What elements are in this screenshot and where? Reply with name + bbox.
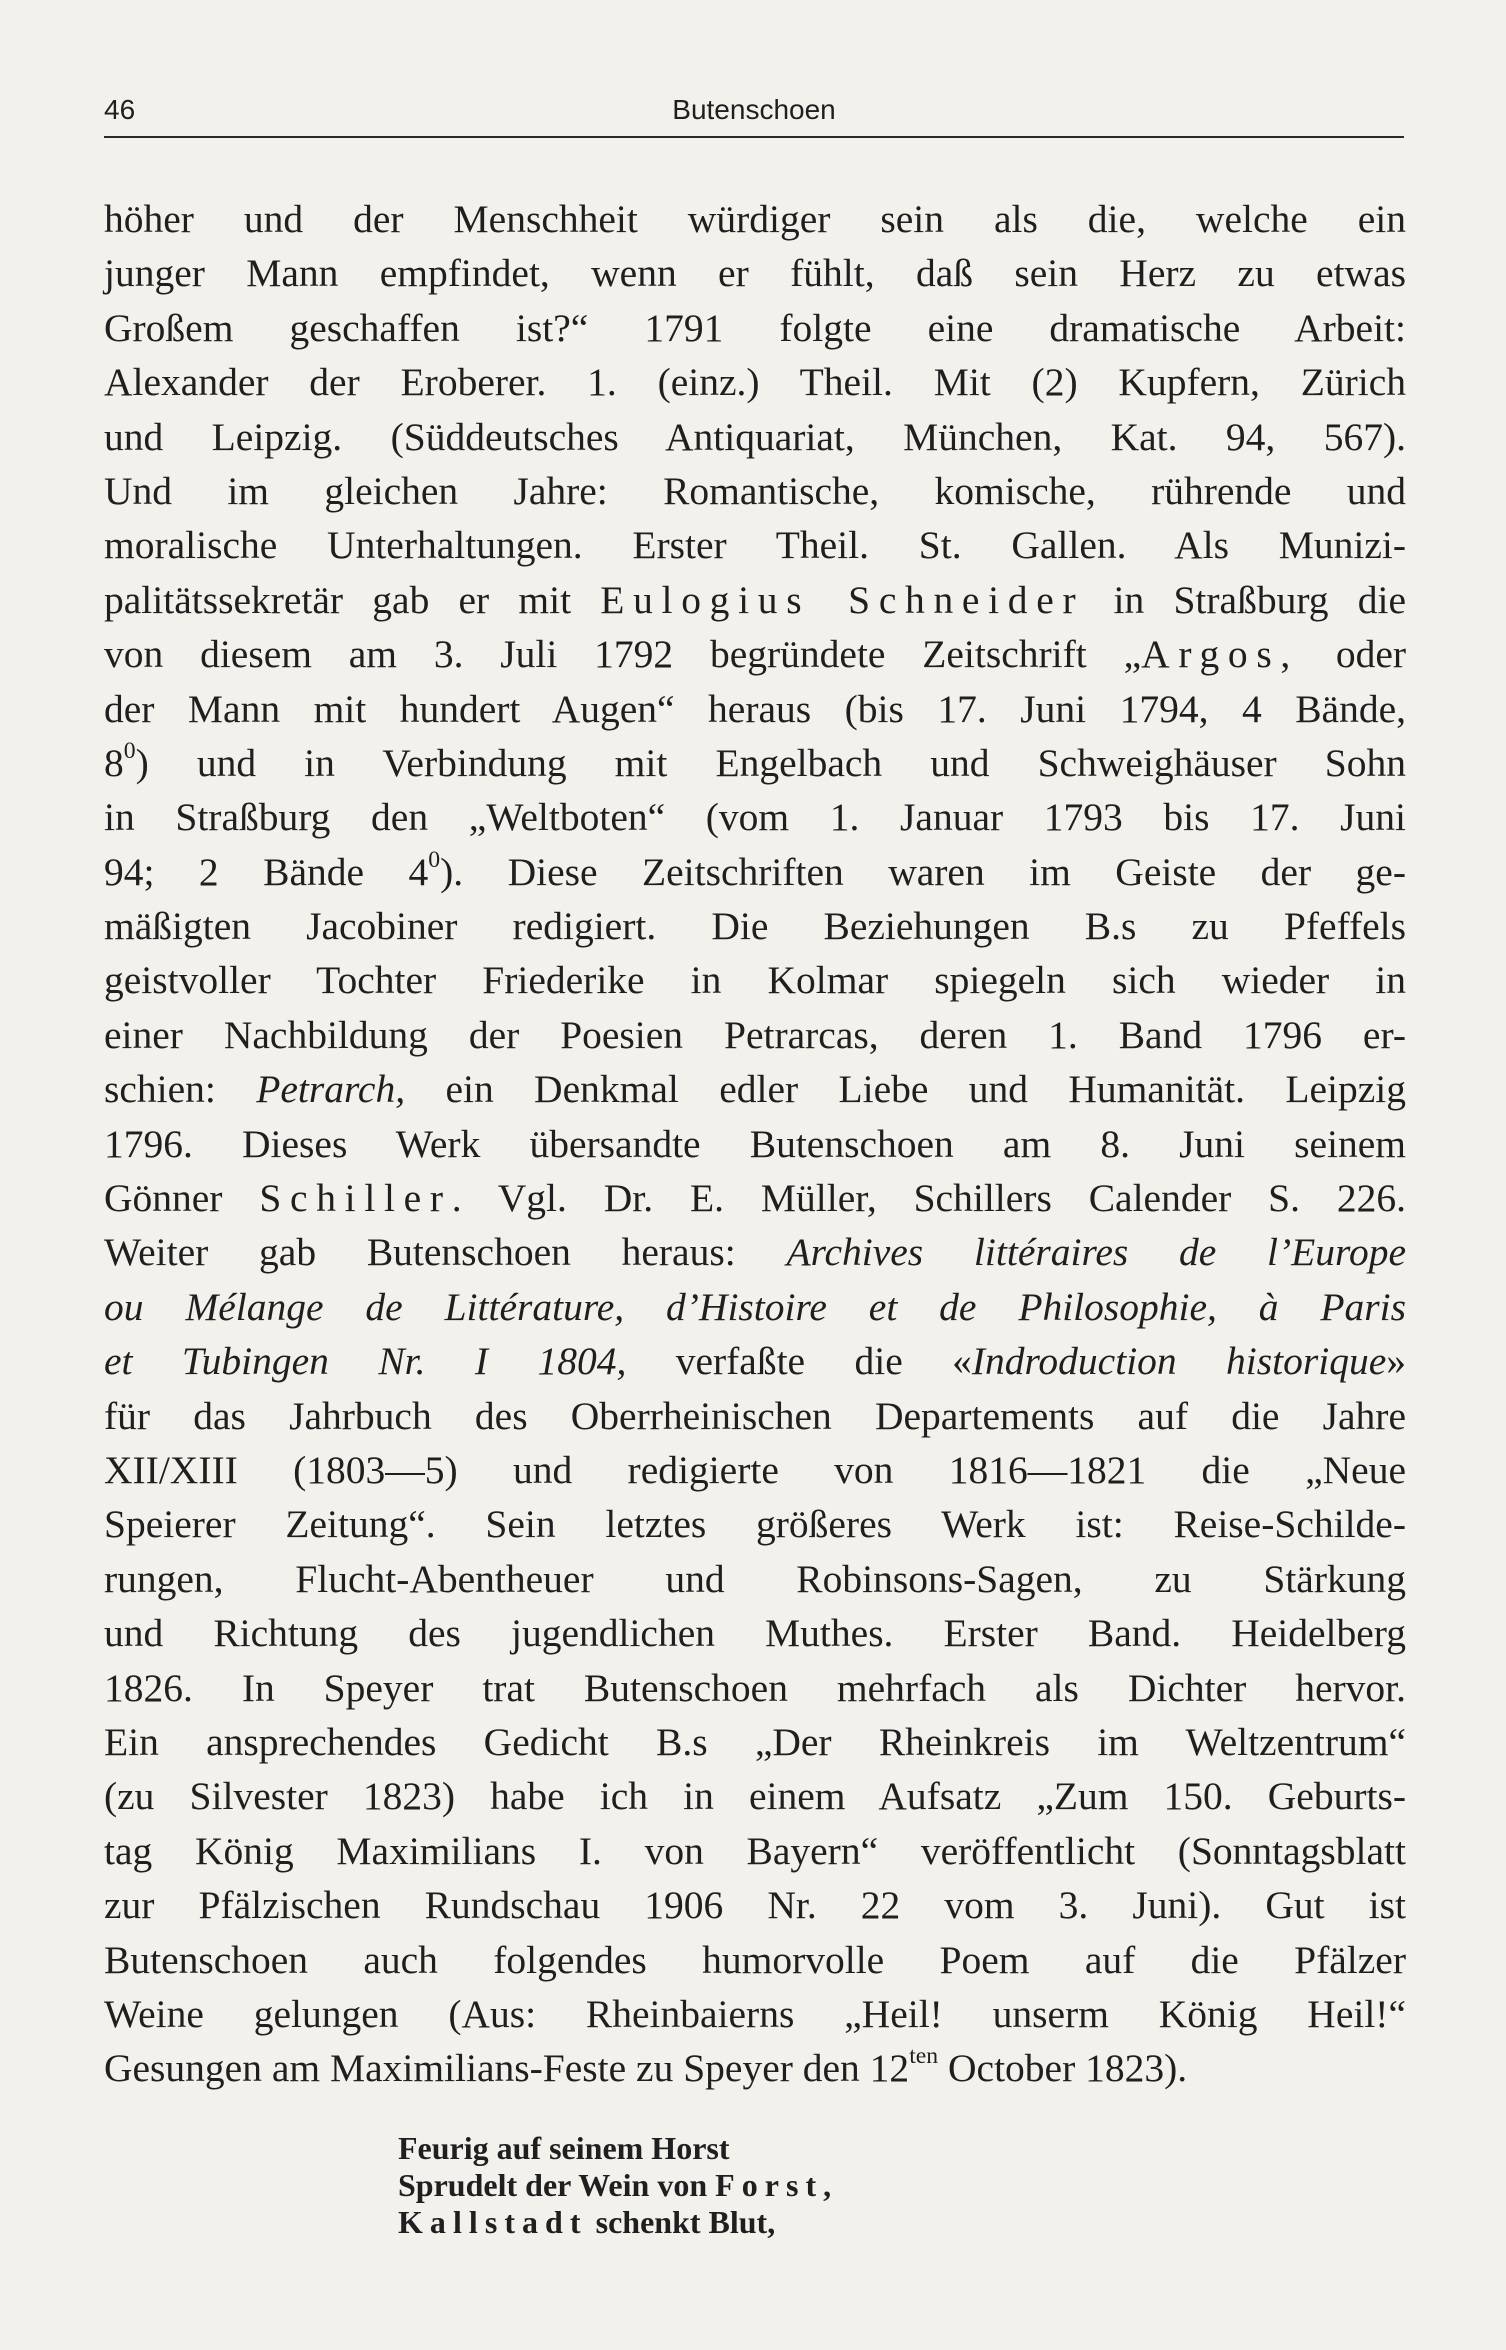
italic-title: Petrarch, — [256, 1067, 406, 1112]
text-line: Weiter gab Butenschoen heraus: Archives littéraires de l’Europe — [104, 1230, 1406, 1275]
text-line — [104, 1280, 1406, 1334]
italic-title: Archives littéraires de l’Europe — [786, 1230, 1406, 1275]
text-line: Gönner Schiller. Vgl. Dr. E. Müller, Schillers Calender S. 226. — [104, 1176, 1406, 1221]
superscript: 0 — [428, 846, 441, 873]
italic-title: et Tubingen Nr. I 1804, — [104, 1339, 627, 1384]
spaced-name: Eulogius Schneider — [600, 577, 1085, 622]
text-line: Gesungen am Maximilians-Feste zu Speyer den $12^{ten}$ October 1823). — [104, 2043, 1188, 2091]
poem-line: Kallstadt schenkt Blut, — [398, 2204, 776, 2240]
text-line: für das Jahrbuch des Oberrheinischen Departements auf die Jahre — [104, 1393, 1406, 1438]
text-line: und Leipzig. (Süddeutsches Antiquariat, München, Kat. 94, 567). — [104, 414, 1406, 459]
spaced-title: Argos, — [1141, 632, 1299, 677]
page-number: 46 — [104, 94, 136, 125]
text-line: 94; 2 Bände $4^0$). Diese Zeitschriften waren im Geiste der ge- — [104, 846, 1406, 894]
text-line: Speierer Zeitung“. Sein letztes größeres Werk ist: Reise-Schilde- — [104, 1502, 1406, 1547]
text-line: junger Mann empfindet, wenn er fühlt, daß sein Herz zu etwas — [104, 251, 1406, 296]
text-line: (zu Silvester 1823) habe ich in einem Aufsatz „Zum 150. Geburts- — [104, 1774, 1406, 1819]
page-header — [104, 92, 1404, 138]
text-line: XII/XIII (1803—5) und redigierte von 1816—1821 die „Neue — [104, 1447, 1406, 1492]
text-line: Alexander der Eroberer. 1. (einz.) Theil. Mit (2) Kupfern, Zürich — [104, 360, 1406, 405]
poem-line: Sprudelt der Wein von Forst, — [398, 2167, 832, 2203]
spaced-place: Kallstadt — [398, 2204, 588, 2240]
text-line: Butenschoen auch folgendes humorvolle Poem auf die Pfälzer — [104, 1937, 1406, 1982]
text-line: geistvoller Tochter Friederike in Kolmar spiegeln sich wieder in — [104, 958, 1406, 1003]
spaced-place: Forst — [715, 2167, 824, 2203]
italic-title: Indroduction historique — [971, 1339, 1387, 1384]
poem — [398, 2130, 998, 2241]
superscript: ten — [909, 2043, 939, 2070]
text-line: schien: Petrarch, ein Denkmal edler Liebe und Humanität. Leipzig — [104, 1067, 1406, 1112]
text-line: und Richtung des jugendlichen Muthes. Erster Band. Heidelberg — [104, 1611, 1406, 1656]
body-text — [104, 192, 1406, 2096]
poem-line: Feurig auf seinem Horst — [398, 2130, 730, 2166]
text-line: et Tubingen Nr. I 1804, verfaßte die «Indroduction historique» — [104, 1339, 1406, 1384]
text-line: höher und der Menschheit würdiger sein als die, welche ein — [104, 197, 1406, 241]
spaced-name: Schiller — [259, 1176, 452, 1221]
text-line: rungen, Flucht-Abentheuer und Robinsons-Sagen, zu Stärkung — [104, 1556, 1406, 1601]
italic-title: ou Mélange de Littérature, d’Histoire et de Philosophie, à Paris — [104, 1284, 1406, 1329]
text-line: palitätssekretär gab er mit Eulogius Schneider in Straßburg die — [104, 577, 1406, 622]
text-line: Ein ansprechendes Gedicht B.s „Der Rheinkreis im Weltzentrum“ — [104, 1719, 1406, 1764]
text-line: 1796. Dieses Werk übersandte Butenschoen am 8. Juni seinem — [104, 1121, 1406, 1166]
text-line: Und im gleichen Jahre: Romantische, komische, rührende und — [104, 468, 1406, 513]
text-line: mäßigten Jacobiner redigiert. Die Beziehungen B.s zu Pfeffels — [104, 904, 1406, 949]
text-line: 1826. In Speyer trat Butenschoen mehrfach als Dichter hervor. — [104, 1665, 1406, 1710]
text-line: von diesem am 3. Juli 1792 begründete Zeitschrift „Argos, oder — [104, 632, 1407, 677]
text-line: einer Nachbildung der Poesien Petrarcas, deren 1. Band 1796 er- — [104, 1012, 1406, 1057]
superscript: 0 — [123, 738, 136, 765]
text-line: $8^0$) und in Verbindung mit Engelbach und Schweighäuser Sohn — [104, 738, 1406, 785]
text-line: zur Pfälzischen Rundschau 1906 Nr. 22 vom 3. Juni). Gut ist — [104, 1883, 1406, 1928]
text-line: Großem geschaffen ist?“ 1791 folgte eine dramatische Arbeit: — [104, 305, 1406, 350]
text-line: in Straßburg den „Weltboten“ (vom 1. Januar 1793 bis 17. Juni — [104, 795, 1406, 840]
text-line: tag König Maximilians I. von Bayern“ veröffentlicht (Sonntagsblatt — [104, 1828, 1406, 1873]
text-line: Weine gelungen (Aus: Rheinbaierns „Heil! unserm König Heil!“ — [104, 1991, 1406, 2036]
running-head: Butenschoen — [672, 94, 836, 125]
text-line: der Mann mit hundert Augen“ heraus (bis 17. Juni 1794, 4 Bände, — [104, 686, 1406, 731]
text-line: moralische Unterhaltungen. Erster Theil. St. Gallen. Als Munizi- — [104, 523, 1406, 568]
